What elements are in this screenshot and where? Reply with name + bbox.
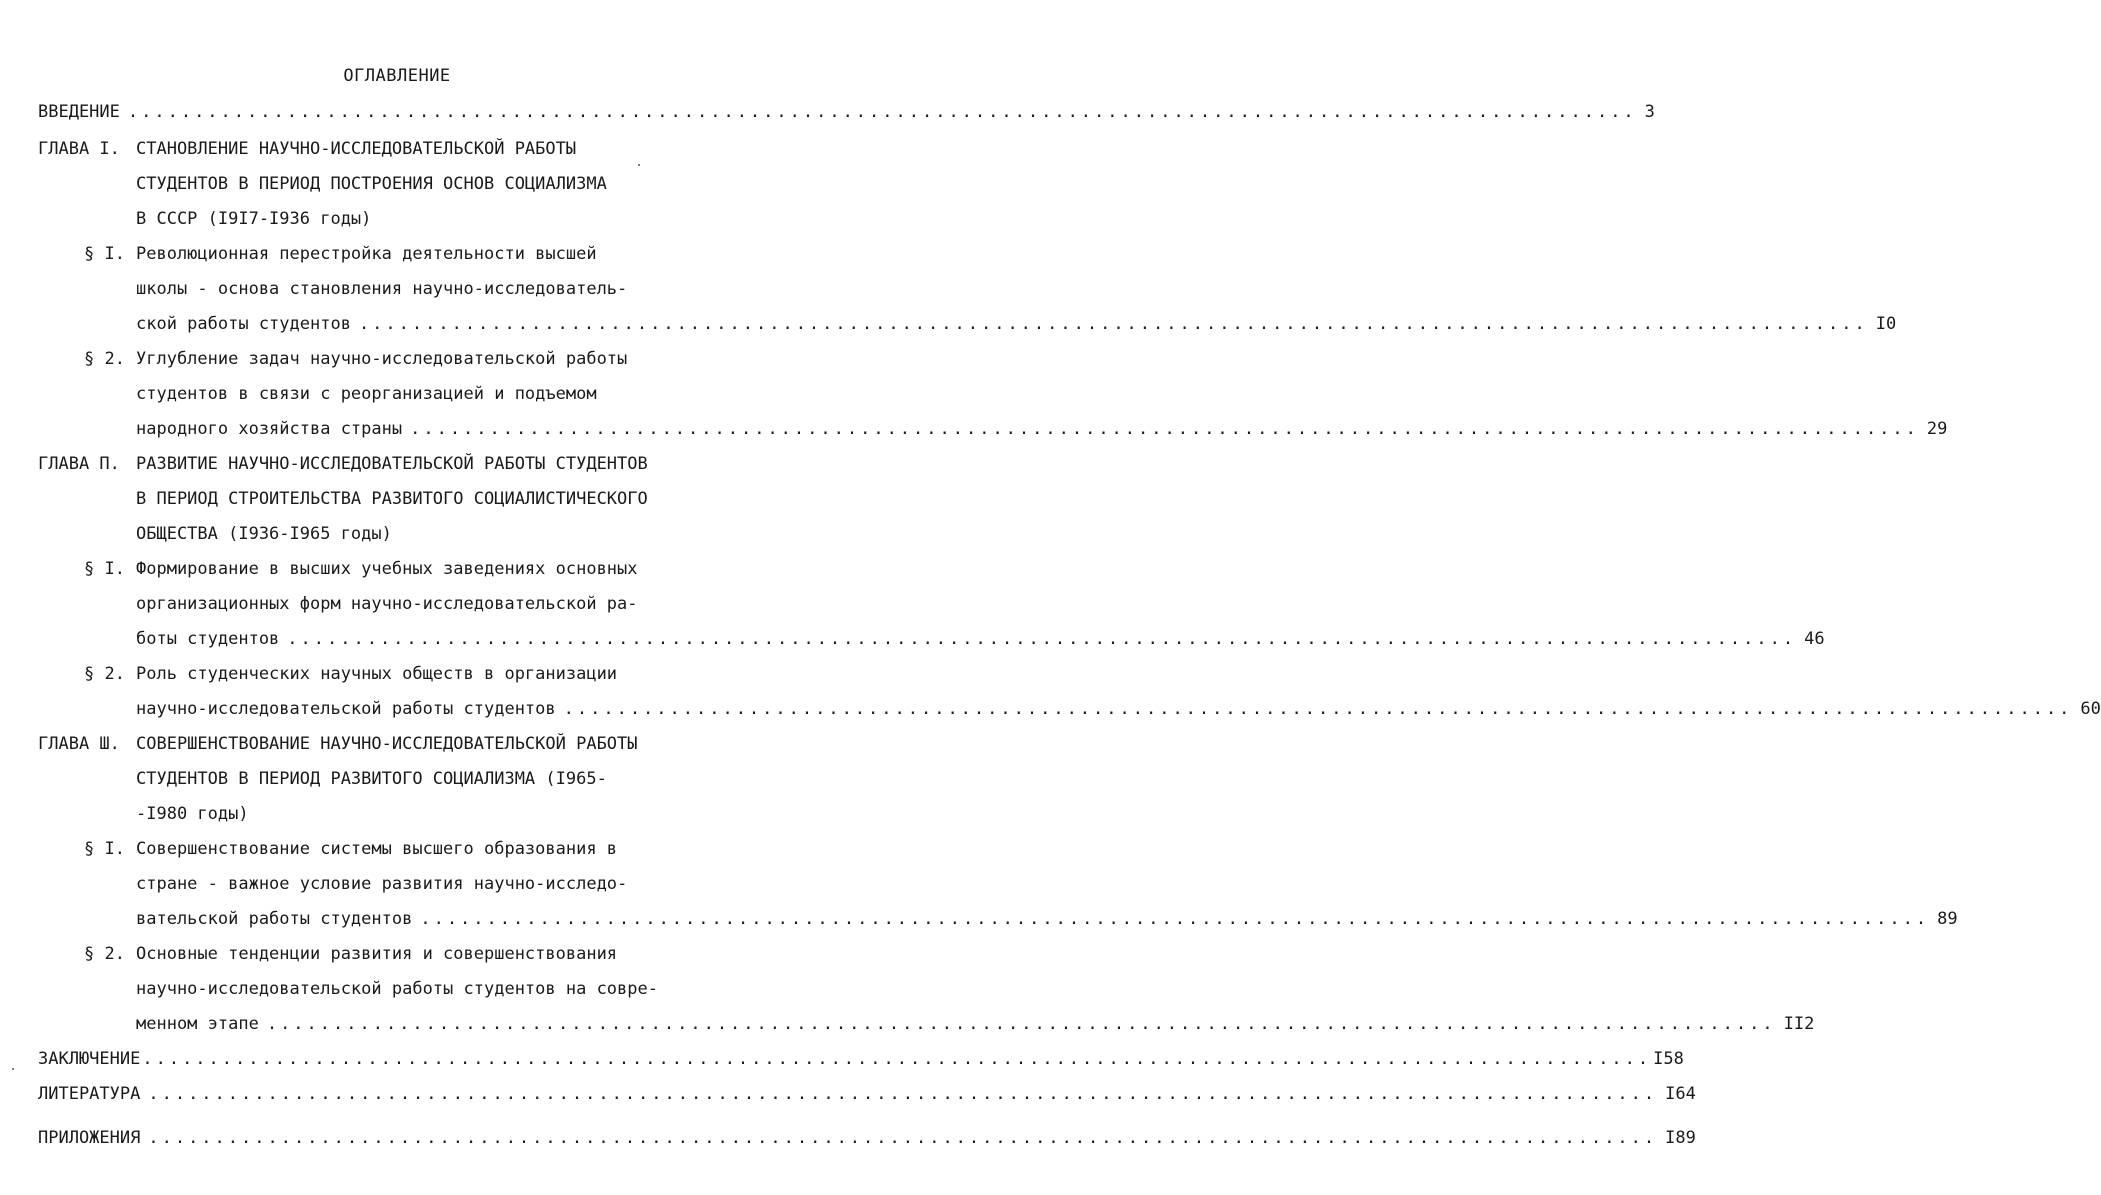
toc-entry-ch1-s1[interactable] bbox=[136, 313, 1897, 335]
chapter-number: ГЛАВА П. bbox=[38, 454, 120, 474]
toc-entry-label: ЗАКЛЮЧЕНИЕ bbox=[38, 1049, 141, 1069]
toc-entry-label: ЛИТЕРАТУРА bbox=[38, 1084, 141, 1104]
section-mark: § 2. bbox=[84, 349, 125, 369]
toc-entry-ch2-s1[interactable] bbox=[136, 628, 1825, 650]
toc-entry-label: ВВЕДЕНИЕ bbox=[38, 102, 120, 122]
section-mark: § 2. bbox=[84, 944, 125, 964]
toc-entry-intro[interactable] bbox=[38, 101, 1655, 123]
toc-page-number: 60 bbox=[2080, 699, 2101, 719]
chapter-title-line: РАЗВИТИЕ НАУЧНО-ИССЛЕДОВАТЕЛЬСКОЙ РАБОТЫ СТУДЕНТОВ bbox=[136, 454, 648, 474]
section-mark: § I. bbox=[84, 559, 125, 579]
chapter-title-line: СТАНОВЛЕНИЕ НАУЧНО-ИССЛЕДОВАТЕЛЬСКОЙ РАБОТЫ bbox=[136, 139, 577, 159]
toc-entry-ch2-s2[interactable] bbox=[136, 698, 2101, 720]
section-title-line: вательской работы студентов bbox=[136, 909, 413, 929]
chapter-title-line: В ПЕРИОД СТРОИТЕЛЬСТВА РАЗВИТОГО СОЦИАЛИСТИЧЕСКОГО bbox=[136, 489, 648, 509]
section-title-line: студентов в связи с реорганизацией и подъемом bbox=[136, 384, 597, 404]
toc-page-number: II2 bbox=[1783, 1014, 1815, 1034]
section-title-line: научно-исследовательской работы студентов на совре- bbox=[136, 979, 658, 999]
section-title-line: стране - важное условие развития научно-исследо- bbox=[136, 874, 628, 894]
section-title-line: Совершенствование системы высшего образования в bbox=[136, 839, 618, 859]
dot-leader: .................................................................................................................. bbox=[266, 1014, 1776, 1034]
dot-leader: .................................................................................................................. bbox=[127, 102, 1637, 122]
section-title-line: школы - основа становления научно-исследователь- bbox=[136, 279, 628, 299]
toc-page-number: 46 bbox=[1804, 629, 1825, 649]
section-title-line: народного хозяйства страны bbox=[136, 419, 403, 439]
toc-page-number: I58 bbox=[1653, 1049, 1684, 1069]
toc-page-number: I0 bbox=[1875, 314, 1897, 334]
chapter-title-line: СТУДЕНТОВ В ПЕРИОД ПОСТРОЕНИЯ ОСНОВ СОЦИАЛИЗМА bbox=[136, 174, 607, 194]
section-title-line: организационных форм научно-исследовательской ра- bbox=[136, 594, 638, 614]
dot-leader: .................................................................................................................. bbox=[358, 314, 1868, 334]
section-title-line: Углубление задач научно-исследовательской работы bbox=[136, 349, 628, 369]
dot-leader: .................................................................................................................. bbox=[148, 1084, 1658, 1104]
toc-entry-literature[interactable] bbox=[38, 1083, 1696, 1105]
toc-entry-conclusion[interactable] bbox=[38, 1048, 1684, 1070]
toc-entry-appendices[interactable] bbox=[38, 1127, 1696, 1149]
toc-page-number: I89 bbox=[1665, 1128, 1696, 1148]
toc-page-number: 89 bbox=[1937, 909, 1958, 929]
section-mark: § I. bbox=[84, 244, 125, 264]
chapter-title-line: СОВЕРШЕНСТВОВАНИЕ НАУЧНО-ИССЛЕДОВАТЕЛЬСКОЙ РАБОТЫ bbox=[136, 734, 638, 754]
dot-leader: .................................................................................................................. bbox=[563, 699, 2073, 719]
chapter-title-line: В СССР (I9I7-I936 годы) bbox=[136, 209, 372, 229]
section-title-line: Революционная перестройка деятельности высшей bbox=[136, 244, 597, 264]
section-title-line: Роль студенческих научных обществ в организации bbox=[136, 664, 618, 684]
section-title-line: боты студентов bbox=[136, 629, 280, 649]
chapter-title-line: -I980 годы) bbox=[136, 804, 249, 824]
chapter-number: ГЛАВА Ш. bbox=[38, 734, 120, 754]
toc-page-number: 29 bbox=[1926, 419, 1948, 439]
toc-entry-ch3-s2[interactable] bbox=[136, 1013, 1815, 1035]
dot-leader: .................................................................................................................. bbox=[410, 419, 1919, 439]
toc-entry-ch1-s2[interactable] bbox=[136, 418, 1948, 440]
chapter-title-line: ОБЩЕСТВА (I936-I965 годы) bbox=[136, 524, 392, 544]
page-title: ОГЛАВЛЕНИЕ bbox=[343, 66, 451, 86]
section-title-line: ской работы студентов bbox=[136, 314, 351, 334]
chapter-number: ГЛАВА I. bbox=[38, 139, 120, 159]
scan-speck bbox=[638, 164, 640, 166]
section-mark: § 2. bbox=[84, 664, 125, 684]
chapter-title-line: СТУДЕНТОВ В ПЕРИОД РАЗВИТОГО СОЦИАЛИЗМА (I965- bbox=[136, 769, 607, 789]
dot-leader: .................................................................................................................. bbox=[142, 1049, 1652, 1069]
dot-leader: .................................................................................................................. bbox=[148, 1128, 1658, 1148]
scan-speck bbox=[12, 1068, 14, 1070]
dot-leader: .................................................................................................................. bbox=[287, 629, 1797, 649]
toc-entry-ch3-s1[interactable] bbox=[136, 908, 1958, 930]
toc-page-number: 3 bbox=[1644, 102, 1655, 122]
section-title-line: Основные тенденции развития и совершенствования bbox=[136, 944, 618, 964]
toc-page-number: I64 bbox=[1665, 1084, 1696, 1104]
section-title-line: Формирование в высших учебных заведениях основных bbox=[136, 559, 638, 579]
section-title-line: научно-исследовательской работы студентов bbox=[136, 699, 556, 719]
section-title-line: менном этапе bbox=[136, 1014, 259, 1034]
toc-entry-label: ПРИЛОЖЕНИЯ bbox=[38, 1128, 141, 1148]
section-mark: § I. bbox=[84, 839, 125, 859]
dot-leader: .................................................................................................................. bbox=[420, 909, 1930, 929]
